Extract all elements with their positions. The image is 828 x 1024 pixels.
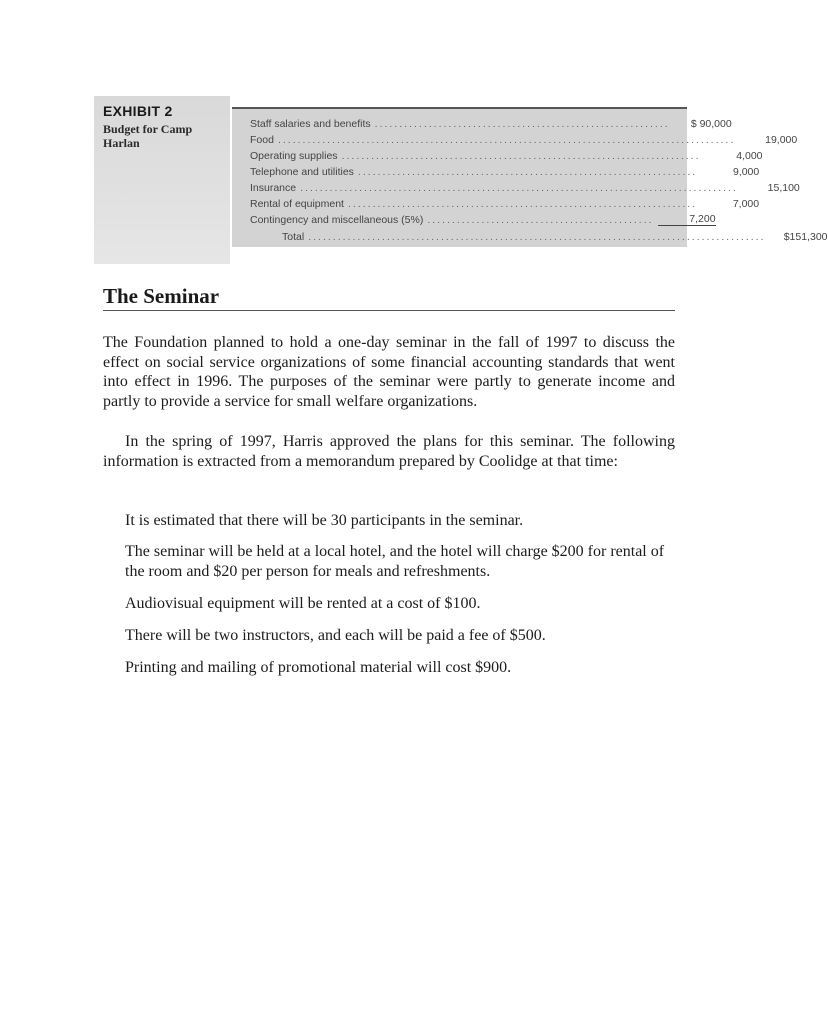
budget-row-amount: 15,100 — [767, 182, 800, 194]
budget-table — [232, 107, 828, 247]
budget-row — [250, 179, 800, 194]
budget-row-amount: 7,000 — [732, 198, 760, 210]
exhibit-title: Budget for Camp Harlan — [103, 122, 193, 150]
budget-total-label: Total — [282, 231, 305, 243]
memo-item: Audiovisual equipment will be rented at a cost of $100. — [125, 595, 481, 612]
leader-dots: ..................................................................... — [357, 166, 698, 178]
leader-dots: ....................................................................... — [347, 198, 698, 210]
section-divider — [103, 310, 675, 311]
body-paragraph: In the spring of 1997, Harris approved the plans for this seminar. The following information is extracted from a memorandum prepared by Coolidge at that time: — [103, 433, 675, 470]
budget-row-label: Food — [250, 134, 274, 146]
budget-row — [250, 211, 716, 226]
section-heading: The Seminar — [103, 284, 220, 308]
budget-row — [250, 115, 732, 130]
leader-dots: ......................................................................... — [341, 150, 701, 162]
budget-row-amount: 4,000 — [736, 150, 763, 162]
leader-dots: ......................................................................................... — [300, 182, 738, 194]
budget-row-amount: 9,000 — [732, 166, 760, 178]
memo-item: There will be two instructors, and each will be paid a fee of $500. — [125, 627, 546, 644]
leader-dots: ............................................................................................. — [277, 134, 736, 146]
memo-item: It is estimated that there will be 30 participants in the seminar. — [125, 512, 524, 529]
budget-row — [250, 195, 760, 210]
memo-item: Printing and mailing of promotional material will cost $900. — [125, 659, 512, 676]
budget-row-amount: $ 90,000 — [690, 118, 732, 130]
memo-item: The seminar will be held at a local hotel, and the hotel will charge $200 for rental of the room and $20 per person for meals and refreshments. — [125, 543, 665, 580]
budget-row-amount: 19,000 — [765, 134, 798, 146]
budget-row-label: Telephone and utilities — [250, 166, 354, 178]
budget-row-label: Operating supplies — [250, 150, 338, 162]
budget-total-row — [250, 228, 828, 243]
budget-row-amount: 7,200 — [658, 213, 716, 226]
body-paragraph: The Foundation planned to hold a one-day seminar in the fall of 1997 to discuss the effect on social service organizations of some financial accounting standards that went into effect in 1996. The purposes of the seminar were partly to generate income and partly to provide a service for small welfare organizations. — [103, 334, 675, 410]
leader-dots: ............................................................................................. — [308, 231, 766, 243]
budget-row — [250, 163, 760, 178]
budget-total-amount: $151,300 — [783, 231, 828, 243]
leader-dots: .............................................. — [427, 214, 654, 226]
exhibit-number: EXHIBIT 2 — [103, 103, 173, 119]
budget-row — [250, 147, 763, 162]
budget-row-label: Contingency and miscellaneous (5%) — [250, 214, 424, 226]
leader-dots: ............................................................ — [374, 118, 670, 130]
budget-row-label: Rental of equipment — [250, 198, 344, 210]
budget-row — [250, 131, 798, 146]
budget-row-label: Staff salaries and benefits — [250, 118, 371, 130]
budget-row-label: Insurance — [250, 182, 297, 194]
